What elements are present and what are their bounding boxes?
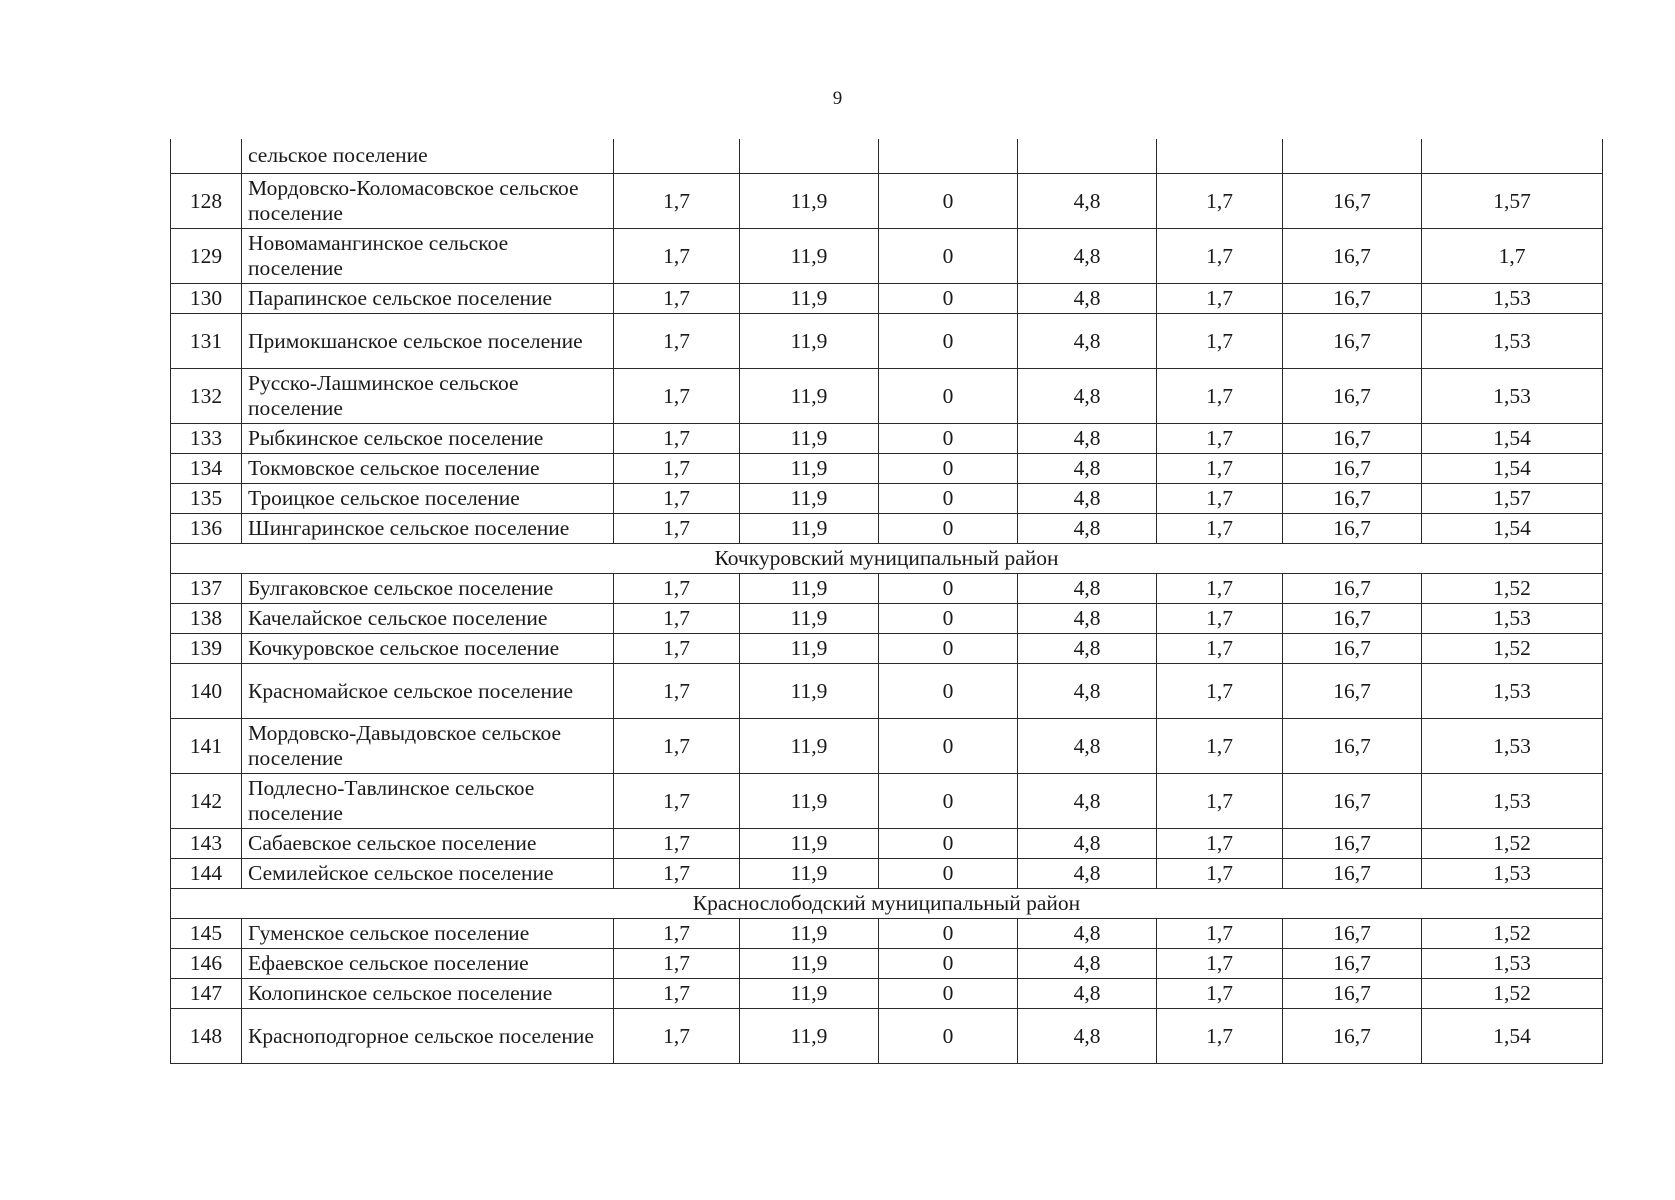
value-cell: 1,54	[1422, 1009, 1603, 1064]
settlement-name-cell: Рыбкинское сельское поселение	[242, 424, 614, 454]
value-cell: 1,7	[614, 829, 740, 859]
row-number-cell: 140	[171, 664, 242, 719]
row-number-cell: 147	[171, 979, 242, 1009]
value-cell: 0	[879, 514, 1018, 544]
value-cell: 4,8	[1018, 634, 1157, 664]
value-cell: 16,7	[1283, 719, 1422, 774]
table-row	[171, 229, 1603, 284]
district-title: Краснослободский муниципальный район	[171, 889, 1603, 919]
value-cell: 11,9	[740, 979, 879, 1009]
value-cell: 1,7	[1157, 284, 1283, 314]
row-number-cell: 148	[171, 1009, 242, 1064]
settlement-name-cell: Троицкое сельское поселение	[242, 484, 614, 514]
row-number-cell: 137	[171, 574, 242, 604]
row-number-cell: 132	[171, 369, 242, 424]
value-cell: 0	[879, 979, 1018, 1009]
value-cell: 16,7	[1283, 369, 1422, 424]
value-cell: 11,9	[740, 829, 879, 859]
value-cell	[740, 139, 879, 174]
table-row	[171, 634, 1603, 664]
value-cell: 1,7	[1157, 979, 1283, 1009]
settlement-name-cell: Красномайское сельское поселение	[242, 664, 614, 719]
value-cell: 4,8	[1018, 514, 1157, 544]
value-cell: 11,9	[740, 949, 879, 979]
value-cell: 4,8	[1018, 174, 1157, 229]
value-cell: 1,7	[614, 174, 740, 229]
table-row	[171, 774, 1603, 829]
value-cell: 0	[879, 484, 1018, 514]
settlement-name-cell: Сабаевское сельское поселение	[242, 829, 614, 859]
value-cell: 1,7	[614, 719, 740, 774]
settlement-name-cell: Русско-Лашминское сельское поселение	[242, 369, 614, 424]
value-cell: 11,9	[740, 1009, 879, 1064]
value-cell: 11,9	[740, 719, 879, 774]
table-row	[171, 424, 1603, 454]
value-cell: 4,8	[1018, 919, 1157, 949]
settlement-name-cell: Ефаевское сельское поселение	[242, 949, 614, 979]
row-number-cell	[171, 139, 242, 174]
value-cell: 1,53	[1422, 369, 1603, 424]
table-row	[171, 284, 1603, 314]
value-cell: 16,7	[1283, 314, 1422, 369]
value-cell: 0	[879, 229, 1018, 284]
value-cell: 1,7	[614, 919, 740, 949]
value-cell: 11,9	[740, 634, 879, 664]
value-cell: 1,7	[1157, 574, 1283, 604]
value-cell: 11,9	[740, 484, 879, 514]
settlement-name-cell: Мордовско-Коломасовское сельское поселение	[242, 174, 614, 229]
value-cell: 4,8	[1018, 424, 1157, 454]
table-row	[171, 314, 1603, 369]
settlement-name-cell: Семилейское сельское поселение	[242, 859, 614, 889]
value-cell: 16,7	[1283, 664, 1422, 719]
table-row	[171, 454, 1603, 484]
district-header-row	[171, 889, 1603, 919]
value-cell: 11,9	[740, 284, 879, 314]
value-cell: 1,7	[614, 454, 740, 484]
value-cell: 16,7	[1283, 424, 1422, 454]
value-cell: 1,7	[1157, 774, 1283, 829]
value-cell: 4,8	[1018, 484, 1157, 514]
value-cell: 1,7	[1157, 719, 1283, 774]
settlement-name-cell: Качелайское сельское поселение	[242, 604, 614, 634]
row-number-cell: 139	[171, 634, 242, 664]
row-number-cell: 128	[171, 174, 242, 229]
value-cell	[1157, 139, 1283, 174]
value-cell: 1,7	[614, 424, 740, 454]
value-cell: 0	[879, 774, 1018, 829]
row-number-cell: 142	[171, 774, 242, 829]
value-cell: 16,7	[1283, 1009, 1422, 1064]
table-row	[171, 829, 1603, 859]
settlement-name-cell: Гуменское сельское поселение	[242, 919, 614, 949]
value-cell	[879, 139, 1018, 174]
table-row	[171, 369, 1603, 424]
page-number: 9	[832, 88, 843, 109]
value-cell: 1,7	[1157, 424, 1283, 454]
value-cell: 0	[879, 174, 1018, 229]
continuation-row	[171, 139, 1603, 174]
value-cell: 16,7	[1283, 514, 1422, 544]
table-row	[171, 919, 1603, 949]
value-cell: 1,54	[1422, 454, 1603, 484]
value-cell: 1,7	[1157, 229, 1283, 284]
value-cell: 16,7	[1283, 284, 1422, 314]
row-number-cell: 134	[171, 454, 242, 484]
table-row	[171, 719, 1603, 774]
value-cell: 16,7	[1283, 484, 1422, 514]
value-cell: 1,52	[1422, 979, 1603, 1009]
settlement-coefficients-table	[170, 139, 1603, 1064]
row-number-cell: 144	[171, 859, 242, 889]
value-cell: 1,7	[1157, 829, 1283, 859]
value-cell: 1,57	[1422, 174, 1603, 229]
value-cell: 1,53	[1422, 284, 1603, 314]
settlement-name-cell: сельское поселение	[242, 139, 614, 174]
value-cell: 1,7	[1157, 919, 1283, 949]
district-header-row	[171, 544, 1603, 574]
value-cell: 1,52	[1422, 634, 1603, 664]
table-row	[171, 1009, 1603, 1064]
value-cell: 0	[879, 574, 1018, 604]
value-cell	[1422, 139, 1603, 174]
value-cell: 1,7	[614, 229, 740, 284]
row-number-cell: 136	[171, 514, 242, 544]
value-cell: 4,8	[1018, 774, 1157, 829]
table-row	[171, 514, 1603, 544]
value-cell: 1,7	[1157, 314, 1283, 369]
value-cell: 0	[879, 829, 1018, 859]
value-cell: 11,9	[740, 664, 879, 719]
value-cell: 1,7	[1157, 174, 1283, 229]
value-cell: 0	[879, 634, 1018, 664]
value-cell: 4,8	[1018, 1009, 1157, 1064]
value-cell: 1,7	[614, 634, 740, 664]
value-cell: 1,54	[1422, 514, 1603, 544]
settlement-name-cell: Примокшанское сельское поселение	[242, 314, 614, 369]
value-cell: 0	[879, 859, 1018, 889]
settlement-name-cell: Мордовско-Давыдовское сельское поселение	[242, 719, 614, 774]
value-cell: 4,8	[1018, 314, 1157, 369]
settlement-name-cell: Кочкуровское сельское поселение	[242, 634, 614, 664]
value-cell: 4,8	[1018, 979, 1157, 1009]
value-cell: 1,53	[1422, 949, 1603, 979]
value-cell: 16,7	[1283, 174, 1422, 229]
district-title: Кочкуровский муниципальный район	[171, 544, 1603, 574]
value-cell: 1,7	[614, 574, 740, 604]
value-cell: 1,57	[1422, 484, 1603, 514]
value-cell: 1,54	[1422, 424, 1603, 454]
value-cell: 1,7	[1157, 484, 1283, 514]
value-cell: 1,7	[1157, 1009, 1283, 1064]
table-row	[171, 949, 1603, 979]
row-number-cell: 145	[171, 919, 242, 949]
value-cell: 0	[879, 1009, 1018, 1064]
value-cell: 16,7	[1283, 949, 1422, 979]
table-row	[171, 484, 1603, 514]
value-cell: 1,7	[614, 859, 740, 889]
value-cell: 1,7	[614, 514, 740, 544]
value-cell: 4,8	[1018, 574, 1157, 604]
value-cell: 0	[879, 314, 1018, 369]
value-cell: 0	[879, 949, 1018, 979]
settlement-name-cell: Колопинское сельское поселение	[242, 979, 614, 1009]
settlement-name-cell: Новомамангинское сельское поселение	[242, 229, 614, 284]
value-cell: 1,7	[614, 314, 740, 369]
row-number-cell: 130	[171, 284, 242, 314]
value-cell: 0	[879, 604, 1018, 634]
settlement-name-cell: Парапинское сельское поселение	[242, 284, 614, 314]
value-cell: 0	[879, 919, 1018, 949]
value-cell: 1,7	[614, 604, 740, 634]
value-cell: 16,7	[1283, 774, 1422, 829]
value-cell: 4,8	[1018, 719, 1157, 774]
value-cell: 1,7	[614, 284, 740, 314]
value-cell: 4,8	[1018, 454, 1157, 484]
row-number-cell: 138	[171, 604, 242, 634]
value-cell: 4,8	[1018, 229, 1157, 284]
value-cell: 11,9	[740, 314, 879, 369]
settlement-name-cell: Краснoподгорное сельское поселение	[242, 1009, 614, 1064]
value-cell: 1,7	[1157, 859, 1283, 889]
value-cell: 1,7	[614, 664, 740, 719]
value-cell: 1,53	[1422, 314, 1603, 369]
value-cell: 4,8	[1018, 604, 1157, 634]
value-cell: 1,53	[1422, 604, 1603, 634]
value-cell: 4,8	[1018, 284, 1157, 314]
value-cell: 4,8	[1018, 949, 1157, 979]
value-cell: 11,9	[740, 919, 879, 949]
table-body	[171, 139, 1603, 1064]
value-cell: 1,7	[614, 774, 740, 829]
value-cell: 11,9	[740, 454, 879, 484]
value-cell: 16,7	[1283, 979, 1422, 1009]
value-cell: 16,7	[1283, 574, 1422, 604]
value-cell: 11,9	[740, 604, 879, 634]
value-cell: 4,8	[1018, 369, 1157, 424]
value-cell: 1,7	[1157, 604, 1283, 634]
value-cell: 1,7	[614, 484, 740, 514]
value-cell: 1,53	[1422, 774, 1603, 829]
table-row	[171, 859, 1603, 889]
value-cell: 11,9	[740, 574, 879, 604]
value-cell: 11,9	[740, 174, 879, 229]
table-row	[171, 604, 1603, 634]
settlement-name-cell: Шингаринское сельское поселение	[242, 514, 614, 544]
row-number-cell: 129	[171, 229, 242, 284]
value-cell	[1018, 139, 1157, 174]
value-cell: 1,7	[1157, 664, 1283, 719]
value-cell: 11,9	[740, 369, 879, 424]
value-cell: 16,7	[1283, 454, 1422, 484]
value-cell: 16,7	[1283, 604, 1422, 634]
table-row	[171, 664, 1603, 719]
value-cell: 1,7	[1157, 949, 1283, 979]
settlement-name-cell: Подлесно-Тавлинское сельское поселение	[242, 774, 614, 829]
value-cell: 1,7	[1157, 634, 1283, 664]
value-cell: 1,53	[1422, 719, 1603, 774]
settlement-name-cell: Токмовское сельское поселение	[242, 454, 614, 484]
row-number-cell: 131	[171, 314, 242, 369]
row-number-cell: 141	[171, 719, 242, 774]
value-cell: 0	[879, 664, 1018, 719]
row-number-cell: 143	[171, 829, 242, 859]
value-cell: 0	[879, 719, 1018, 774]
value-cell: 0	[879, 284, 1018, 314]
value-cell: 0	[879, 424, 1018, 454]
value-cell: 11,9	[740, 859, 879, 889]
row-number-cell: 133	[171, 424, 242, 454]
value-cell: 1,7	[1157, 454, 1283, 484]
value-cell: 1,7	[614, 1009, 740, 1064]
row-number-cell: 135	[171, 484, 242, 514]
value-cell: 1,7	[614, 949, 740, 979]
value-cell: 1,7	[614, 979, 740, 1009]
value-cell: 1,52	[1422, 574, 1603, 604]
value-cell: 11,9	[740, 229, 879, 284]
value-cell: 1,7	[1422, 229, 1603, 284]
value-cell: 11,9	[740, 774, 879, 829]
value-cell: 1,52	[1422, 919, 1603, 949]
value-cell: 16,7	[1283, 829, 1422, 859]
settlement-name-cell: Булгаковское сельское поселение	[242, 574, 614, 604]
value-cell: 11,9	[740, 424, 879, 454]
value-cell: 0	[879, 369, 1018, 424]
value-cell: 16,7	[1283, 919, 1422, 949]
value-cell: 1,7	[614, 369, 740, 424]
value-cell: 1,7	[1157, 514, 1283, 544]
table-row	[171, 174, 1603, 229]
value-cell: 0	[879, 454, 1018, 484]
value-cell: 16,7	[1283, 229, 1422, 284]
value-cell: 11,9	[740, 514, 879, 544]
table-row	[171, 979, 1603, 1009]
value-cell: 16,7	[1283, 859, 1422, 889]
value-cell: 1,52	[1422, 829, 1603, 859]
value-cell	[1283, 139, 1422, 174]
value-cell: 4,8	[1018, 829, 1157, 859]
row-number-cell: 146	[171, 949, 242, 979]
value-cell: 1,53	[1422, 664, 1603, 719]
table-row	[171, 574, 1603, 604]
value-cell: 1,7	[1157, 369, 1283, 424]
value-cell: 4,8	[1018, 664, 1157, 719]
value-cell: 4,8	[1018, 859, 1157, 889]
value-cell	[614, 139, 740, 174]
value-cell: 16,7	[1283, 634, 1422, 664]
value-cell: 1,53	[1422, 859, 1603, 889]
